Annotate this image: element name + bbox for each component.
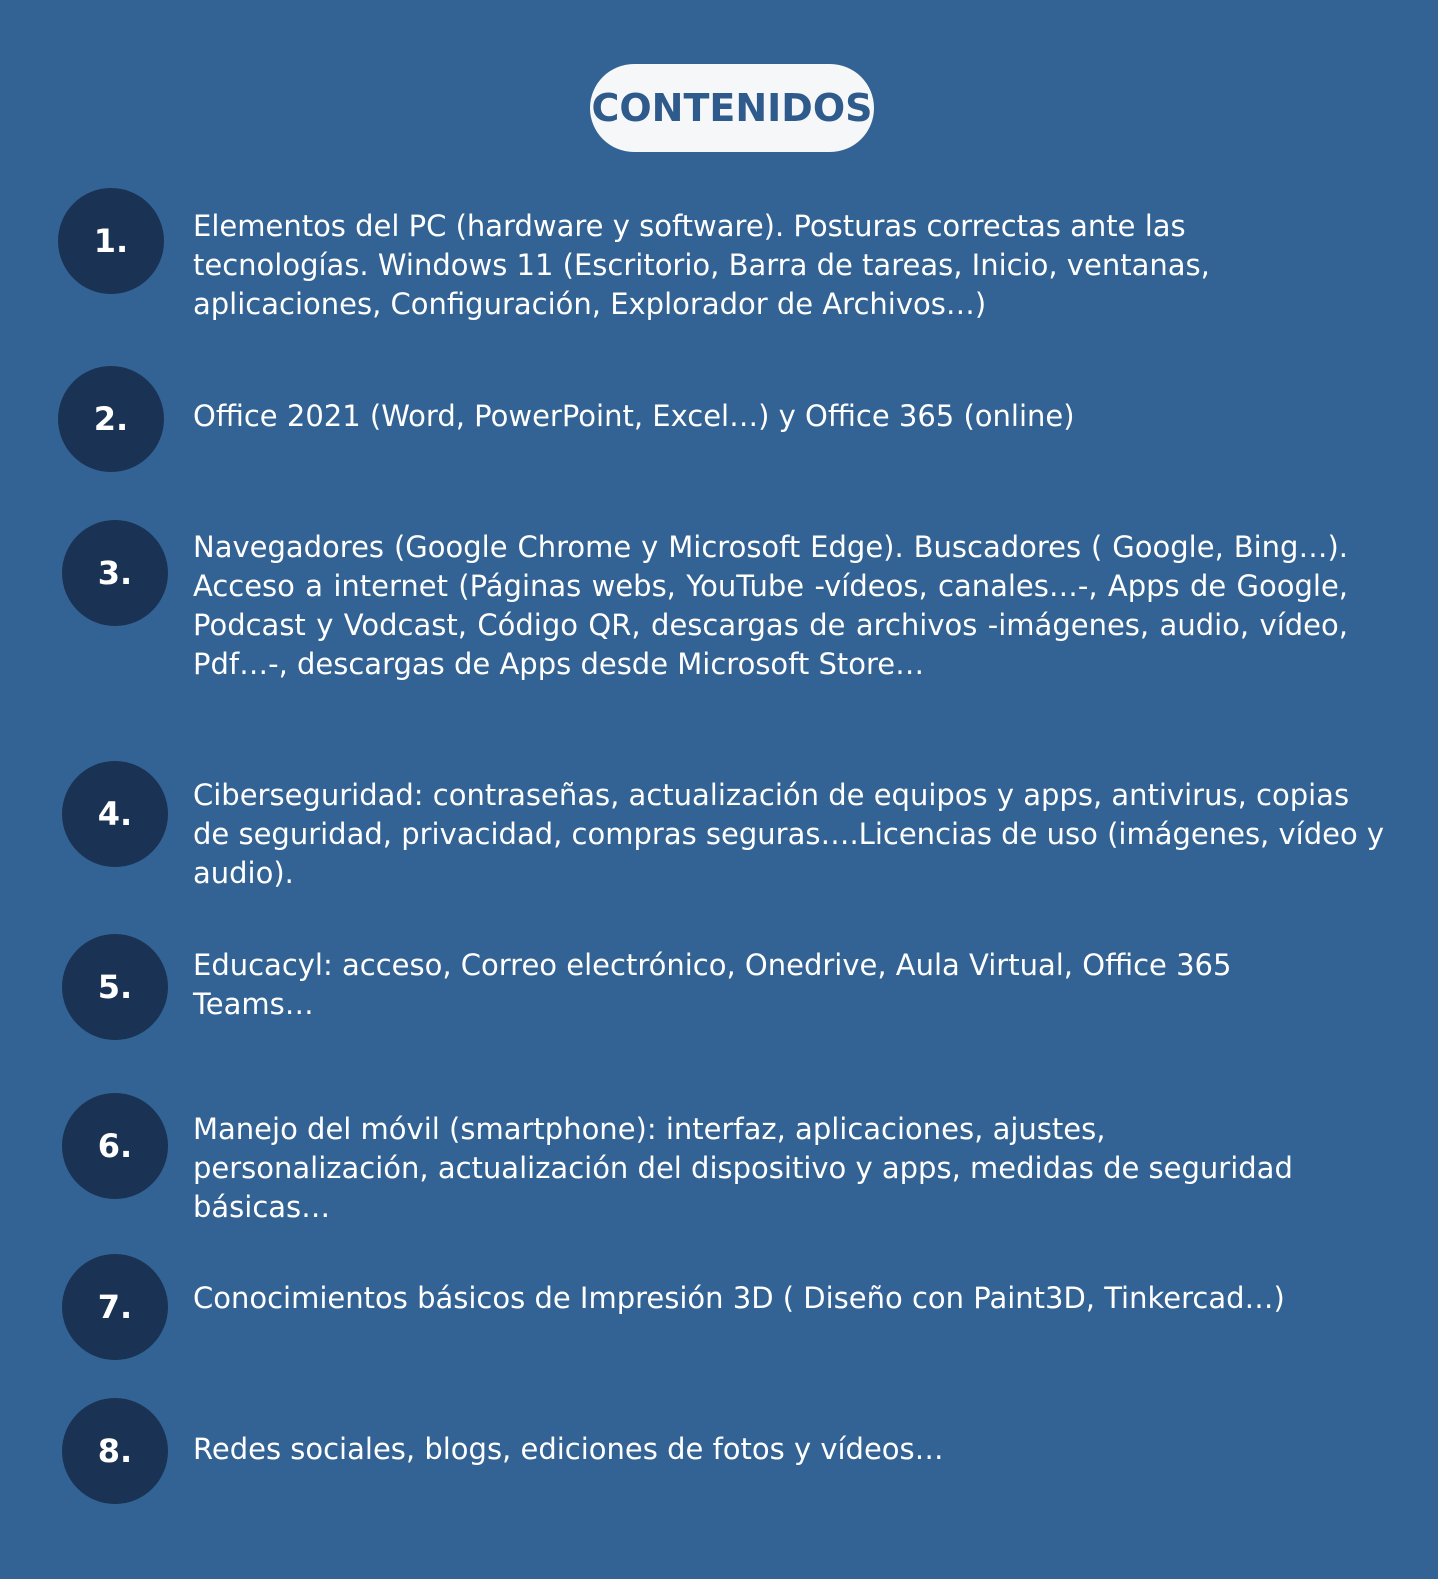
item-text: Redes sociales, blogs, ediciones de fotos y vídeos… [193, 1432, 944, 1466]
item-number-badge [58, 188, 164, 294]
item-number-badge [58, 366, 164, 472]
item-number-badge [62, 761, 168, 867]
item-number: 7. [97, 1288, 133, 1326]
item-number: 5. [97, 968, 133, 1006]
item-number-badge [62, 1254, 168, 1360]
item-number: 1. [93, 222, 129, 260]
item-number: 2. [93, 400, 129, 438]
item-text: Ciberseguridad: contraseñas, actualización de equipos y apps, antivirus, copias de seguridad, privacidad, compras seguras….Licencias de uso (imágenes, vídeo y audio). [193, 778, 1385, 890]
item-text: Educacyl: acceso, Correo electrónico, Onedrive, Aula Virtual, Office 365 Teams… [193, 948, 1232, 1021]
item-number: 3. [97, 554, 133, 592]
item-text: Navegadores (Google Chrome y Microsoft Edge). Buscadores ( Google, Bing…). Acceso a internet (Páginas webs, YouTube -vídeos, canales…-, Apps de Google, Podcast y Vodcast, Código QR, descargas de archivos -imágenes, audio, vídeo, Pdf…-, descargas de Apps desde Microsoft Store… [193, 530, 1348, 681]
item-text: Elementos del PC (hardware y software). Posturas correctas ante las tecnologías. Windows 11 (Escritorio, Barra de tareas, Inicio, ventanas, aplicaciones, Configuración, Explorador de Archivos…) [193, 209, 1210, 321]
item-text: Conocimientos básicos de Impresión 3D ( Diseño con Paint3D, Tinkercad…) [193, 1281, 1285, 1315]
title-badge [590, 64, 874, 152]
page-title: CONTENIDOS [591, 86, 873, 130]
item-number-badge [62, 1398, 168, 1504]
item-text: Manejo del móvil (smartphone): interfaz, aplicaciones, ajustes, personalización, actualización del dispositivo y apps, medidas de seguridad básicas… [193, 1112, 1293, 1224]
item-number-badge [62, 1093, 168, 1199]
item-number: 6. [97, 1127, 133, 1165]
item-number-badge [62, 520, 168, 626]
item-number: 4. [97, 795, 133, 833]
item-number-badge [62, 934, 168, 1040]
item-text: Office 2021 (Word, PowerPoint, Excel…) y Office 365 (online) [193, 399, 1075, 433]
item-number: 8. [97, 1432, 133, 1470]
